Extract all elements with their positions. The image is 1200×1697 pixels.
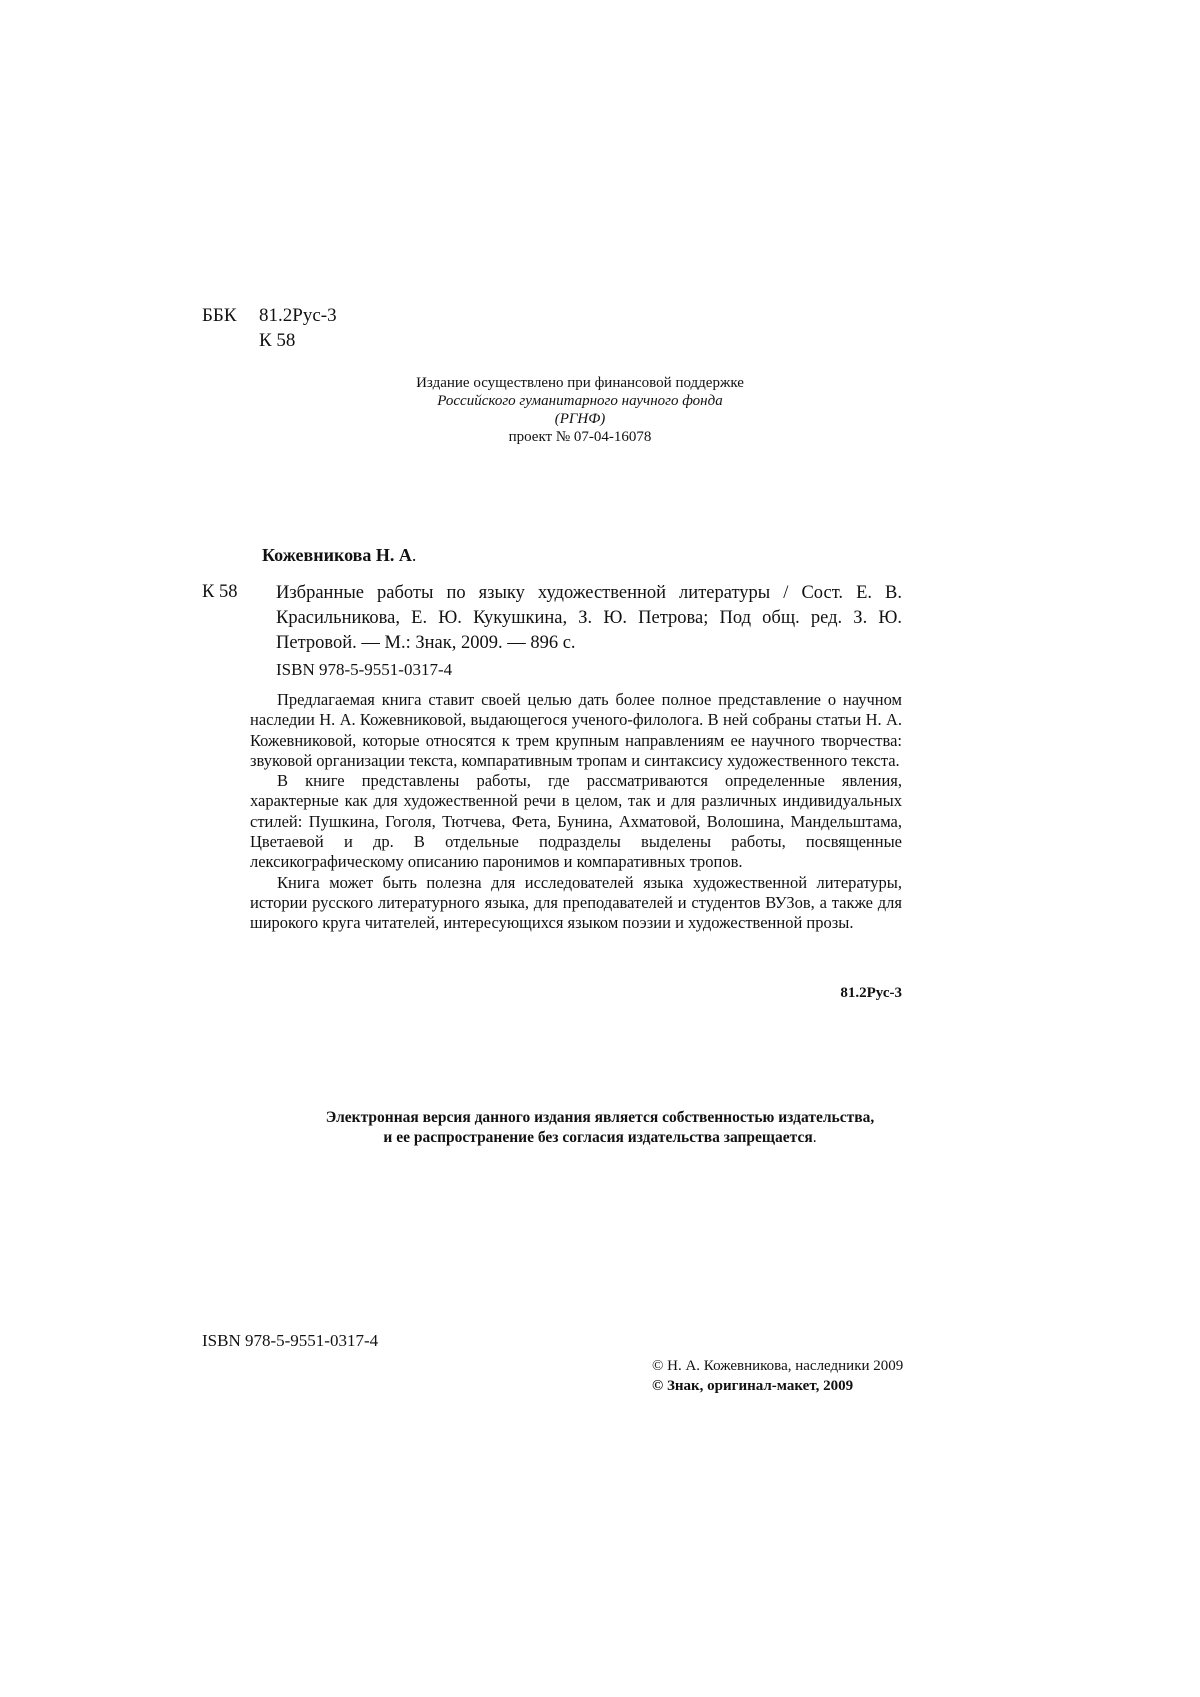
notice-line-2 (200, 1128, 1000, 1148)
author-dot: . (411, 545, 417, 565)
card-index: К 58 (202, 582, 238, 602)
author-index: К 58 (259, 330, 296, 351)
notice-dot: . (812, 1129, 817, 1146)
author-name: Кожевникова Н. А (262, 545, 412, 565)
funding-project-number: проект № 07-04-16078 (508, 429, 652, 445)
annotation-paragraph: Предлагаемая книга ставит своей целью дать более полное представление о научном наследии Н. А. Кожевниковой, выдающегося ученого-филолога. В ней собраны статьи Н. А. Кожевниковой, которые относятся к трем крупным направлениям ее научного творчества: звуковой организации текста, компаративным тропам и синтаксису художественного текста. (250, 690, 902, 770)
funding-note (300, 374, 860, 446)
classification-code: 81.2Рус-3 (840, 985, 902, 1001)
copyright-author: © Н. А. Кожевникова, наследники 2009 (652, 1358, 904, 1374)
annotation-paragraph: В книге представлены работы, где рассматриваются определенные явления, характерные как для художественной речи в целом, так и для различных индивидуальных стилей: Пушкина, Гоголя, Тютчева, Фета, Бунина, Ахматовой, Волошина, Мандельштама, Цветаевой и др. В отдельные подразделы выделены работы, посвященные лексикографическому описанию паронимов и компаративных тропов. (250, 771, 902, 872)
copyright-notice (200, 1108, 1000, 1148)
isbn-card: ISBN 978-5-9551-0317-4 (276, 660, 453, 679)
notice-text: и ее распространение без согласия издательства запрещается (383, 1129, 813, 1146)
notice-line: Электронная версия данного издания является собственностью издательства, (325, 1109, 875, 1126)
funding-line: Издание осуществлено при финансовой поддержке (416, 375, 744, 391)
isbn-footer: ISBN 978-5-9551-0317-4 (202, 1331, 379, 1350)
bbk-code: 81.2Рус-3 (259, 305, 337, 326)
annotation-paragraph: Книга может быть полезна для исследователей языка художественной литературы, истории русского литературного языка, для преподавателей и студентов ВУЗов, а также для широкого круга читателей, интересующихся языком поэзии и художественной прозы. (250, 872, 902, 933)
annotation (250, 690, 902, 934)
author-heading (262, 545, 416, 566)
bibliographic-description: Избранные работы по языку художественной литературы / Сост. Е. В. Красильникова, Е. Ю. Кукушкина, З. Ю. Петрова; Под общ. ред. З. Ю. Петровой. — М.: Знак, 2009. — 896 с. (276, 583, 902, 653)
bbk-label: ББК (202, 305, 237, 326)
funding-fund-name: Российского гуманитарного научного фонда (437, 393, 723, 409)
funding-fund-abbr: (РГНФ) (554, 411, 606, 427)
copyright-publisher: © Знак, оригинал-макет, 2009 (652, 1378, 854, 1394)
